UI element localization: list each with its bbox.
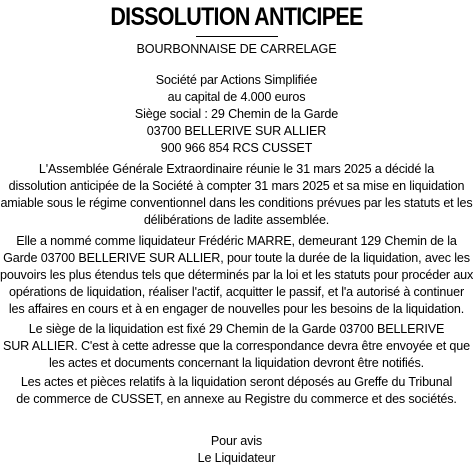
title-underline	[196, 36, 278, 37]
paragraph-liquidator	[0, 233, 473, 318]
paragraph-line: L'Assemblée Générale Extraordinaire réunie le 31 mars 2025 a décidé la	[38, 162, 435, 176]
paragraph-line: amiable sous le régime conventionnel dans les conditions prévues par les statuts et les	[0, 196, 473, 210]
paragraph-line: opérations de liquidation, réaliser l'actif, acquitter le passif, et l'a autorisé à continuer	[9, 285, 464, 299]
paragraph-line: dissolution anticipée de la Société à compter 31 mars 2025 et sa mise en liquidation	[8, 179, 465, 193]
signatory-text: Le Liquidateur	[197, 451, 276, 465]
paragraph-filing	[0, 374, 473, 408]
paragraph-line: Garde 03700 BELLERIVE SUR ALLIER, pour toute la durée de la liquidation, avec les	[3, 251, 470, 265]
paragraph-line: pouvoirs les plus étendus tels que déterminés par la loi et les statuts pour procéder aux	[0, 268, 473, 282]
paragraph-line: les actes et documents concernant la liquidation devront être notifiés.	[48, 356, 425, 370]
company-legal-form: Société par Actions Simplifiée	[155, 73, 318, 87]
company-registered-office: Siège social : 29 Chemin de la Garde	[134, 107, 339, 121]
paragraph-dissolution	[0, 161, 473, 229]
paragraph-line: les affaires en cours et à en engager de nouvelles pour les besoins de la liquidation.	[8, 302, 465, 316]
company-registration-number: 900 966 854 RCS CUSSET	[160, 141, 313, 155]
paragraph-line: SUR ALLIER. C'est à cette adresse que la correspondance devra être envoyée et que	[2, 339, 470, 353]
paragraph-line: délibérations de ladite assemblée.	[143, 213, 330, 227]
notice-title: DISSOLUTION ANTICIPEE	[110, 3, 363, 31]
company-name	[0, 41, 473, 58]
company-details	[0, 72, 473, 157]
company-capital: au capital de 4.000 euros	[167, 90, 306, 104]
paragraph-line: Elle a nommé comme liquidateur Frédéric MARRE, demeurant 129 Chemin de la	[16, 234, 457, 248]
paragraph-line: Les actes et pièces relatifs à la liquidation seront déposés au Greffe du Tribunal	[20, 375, 453, 389]
closing-text: Pour avis	[210, 434, 263, 448]
paragraph-line: Le siège de la liquidation est fixé 29 Chemin de la Garde 03700 BELLERIVE	[28, 322, 445, 336]
paragraph-liquidation-seat	[0, 321, 473, 372]
signature-block	[0, 433, 473, 467]
paragraph-line: de commerce de CUSSET, en annexe au Registre du commerce et des sociétés.	[16, 392, 457, 406]
company-name-text: BOURBONNAISE DE CARRELAGE	[136, 42, 337, 56]
company-postal-city: 03700 BELLERIVE SUR ALLIER	[146, 124, 327, 138]
